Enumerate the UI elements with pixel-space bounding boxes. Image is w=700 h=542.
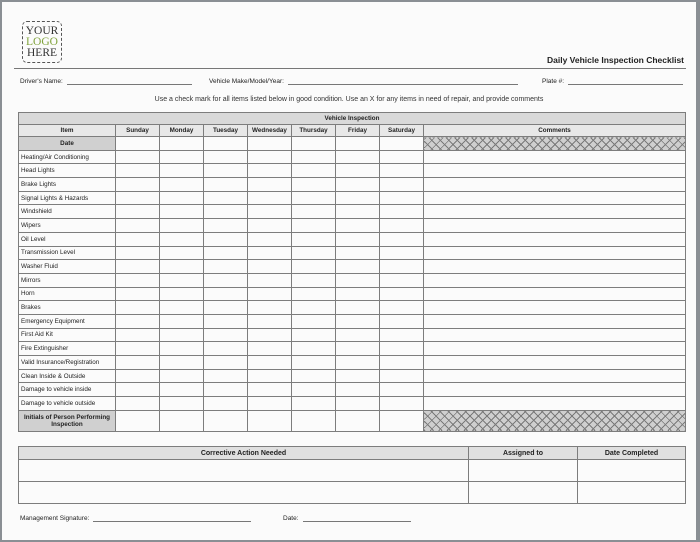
comments-cell[interactable] xyxy=(424,369,686,383)
check-cell-saturday[interactable] xyxy=(380,356,424,370)
table-row xyxy=(19,301,686,315)
check-cell-tuesday[interactable] xyxy=(204,410,248,431)
check-cell-wednesday[interactable] xyxy=(248,383,292,397)
check-cell-friday[interactable] xyxy=(336,150,380,164)
item-label: Mirrors xyxy=(19,273,116,287)
check-cell-sunday[interactable] xyxy=(116,260,160,274)
check-cell-thursday[interactable] xyxy=(292,273,336,287)
check-cell-sunday[interactable] xyxy=(116,178,160,192)
item-label: Windshield xyxy=(19,205,116,219)
comments-cell[interactable] xyxy=(424,205,686,219)
check-cell-wednesday[interactable] xyxy=(248,164,292,178)
column-header-saturday: Saturday xyxy=(380,125,424,137)
driver-name-label: Driver's Name: xyxy=(20,78,63,85)
check-cell-friday[interactable] xyxy=(336,383,380,397)
item-label: Washer Fluid xyxy=(19,260,116,274)
check-cell-thursday[interactable] xyxy=(292,397,336,411)
check-cell-tuesday[interactable] xyxy=(204,205,248,219)
check-cell-thursday[interactable] xyxy=(292,342,336,356)
check-cell-monday[interactable] xyxy=(160,383,204,397)
comments-cell[interactable] xyxy=(424,246,686,260)
comments-cell[interactable] xyxy=(424,232,686,246)
corrective-cell-assigned-to[interactable] xyxy=(469,460,578,482)
check-cell-monday[interactable] xyxy=(160,328,204,342)
item-label: Emergency Equipment xyxy=(19,314,116,328)
check-cell-sunday[interactable] xyxy=(116,356,160,370)
check-cell-friday[interactable] xyxy=(336,369,380,383)
check-cell-saturday[interactable] xyxy=(380,383,424,397)
check-cell-tuesday[interactable] xyxy=(204,328,248,342)
plate-line[interactable] xyxy=(568,76,683,85)
check-cell-friday[interactable] xyxy=(336,178,380,192)
check-cell-thursday[interactable] xyxy=(292,164,336,178)
signature-date-field[interactable] xyxy=(283,513,411,522)
check-cell-friday[interactable] xyxy=(336,342,380,356)
plate-field[interactable] xyxy=(542,76,683,85)
corrective-header-corrective-action-needed: Corrective Action Needed xyxy=(19,447,469,460)
check-cell-sunday[interactable] xyxy=(116,342,160,356)
check-cell-sunday[interactable] xyxy=(116,246,160,260)
check-cell-wednesday[interactable] xyxy=(248,137,292,151)
check-cell-monday[interactable] xyxy=(160,287,204,301)
check-cell-tuesday[interactable] xyxy=(204,219,248,233)
check-cell-wednesday[interactable] xyxy=(248,301,292,315)
check-cell-saturday[interactable] xyxy=(380,287,424,301)
check-cell-wednesday[interactable] xyxy=(248,232,292,246)
check-cell-wednesday[interactable] xyxy=(248,178,292,192)
inspection-table-title: Vehicle Inspection xyxy=(19,113,686,125)
comments-cell[interactable] xyxy=(424,260,686,274)
check-cell-wednesday[interactable] xyxy=(248,191,292,205)
check-cell-tuesday[interactable] xyxy=(204,397,248,411)
item-label: Damage to vehicle inside xyxy=(19,383,116,397)
table-row xyxy=(19,205,686,219)
comments-cell[interactable] xyxy=(424,301,686,315)
corrective-row xyxy=(19,460,686,482)
table-row xyxy=(19,232,686,246)
check-cell-friday[interactable] xyxy=(336,328,380,342)
management-signature-field[interactable] xyxy=(20,513,251,522)
table-row xyxy=(19,260,686,274)
check-cell-sunday[interactable] xyxy=(116,383,160,397)
check-cell-tuesday[interactable] xyxy=(204,356,248,370)
column-header-comments: Comments xyxy=(424,125,686,137)
vehicle-label: Vehicle Make/Model/Year: xyxy=(209,78,284,85)
check-cell-monday[interactable] xyxy=(160,150,204,164)
check-cell-thursday[interactable] xyxy=(292,383,336,397)
vehicle-field[interactable] xyxy=(209,76,518,85)
logo-line-3: HERE xyxy=(26,47,58,59)
driver-name-field[interactable] xyxy=(20,76,192,85)
item-label: Heating/Air Conditioning xyxy=(19,150,116,164)
column-header-monday: Monday xyxy=(160,125,204,137)
check-cell-tuesday[interactable] xyxy=(204,246,248,260)
check-cell-saturday[interactable] xyxy=(380,301,424,315)
table-row xyxy=(19,342,686,356)
check-cell-tuesday[interactable] xyxy=(204,314,248,328)
check-cell-saturday[interactable] xyxy=(380,342,424,356)
check-cell-saturday[interactable] xyxy=(380,328,424,342)
check-cell-thursday[interactable] xyxy=(292,150,336,164)
check-cell-tuesday[interactable] xyxy=(204,178,248,192)
table-row xyxy=(19,191,686,205)
check-cell-sunday[interactable] xyxy=(116,301,160,315)
check-cell-monday[interactable] xyxy=(160,314,204,328)
table-row xyxy=(19,246,686,260)
item-label: First Aid Kit xyxy=(19,328,116,342)
check-cell-saturday[interactable] xyxy=(380,205,424,219)
check-cell-friday[interactable] xyxy=(336,246,380,260)
check-cell-friday[interactable] xyxy=(336,397,380,411)
corrective-cell-corrective-action-needed[interactable] xyxy=(19,482,469,504)
corrective-cell-date-completed[interactable] xyxy=(578,482,686,504)
check-cell-wednesday[interactable] xyxy=(248,287,292,301)
check-cell-sunday[interactable] xyxy=(116,273,160,287)
comments-cell[interactable] xyxy=(424,314,686,328)
check-cell-saturday[interactable] xyxy=(380,410,424,431)
check-cell-tuesday[interactable] xyxy=(204,273,248,287)
check-cell-saturday[interactable] xyxy=(380,178,424,192)
check-cell-tuesday[interactable] xyxy=(204,232,248,246)
comments-cell[interactable] xyxy=(424,191,686,205)
item-label: Valid Insurance/Registration xyxy=(19,356,116,370)
check-cell-monday[interactable] xyxy=(160,397,204,411)
check-cell-thursday[interactable] xyxy=(292,232,336,246)
check-cell-sunday[interactable] xyxy=(116,314,160,328)
table-row xyxy=(19,150,686,164)
column-header-thursday: Thursday xyxy=(292,125,336,137)
check-cell-tuesday[interactable] xyxy=(204,137,248,151)
check-cell-saturday[interactable] xyxy=(380,219,424,233)
comments-cell[interactable] xyxy=(424,397,686,411)
check-cell-saturday[interactable] xyxy=(380,397,424,411)
corrective-row xyxy=(19,482,686,504)
check-cell-saturday[interactable] xyxy=(380,191,424,205)
comments-cell[interactable] xyxy=(424,150,686,164)
item-label: Brake Lights xyxy=(19,178,116,192)
comments-cell[interactable] xyxy=(424,178,686,192)
check-cell-wednesday[interactable] xyxy=(248,342,292,356)
check-cell-thursday[interactable] xyxy=(292,328,336,342)
corrective-cell-assigned-to[interactable] xyxy=(469,482,578,504)
check-cell-friday[interactable] xyxy=(336,191,380,205)
vehicle-inspection-table xyxy=(18,112,686,432)
table-row xyxy=(19,356,686,370)
check-cell-monday[interactable] xyxy=(160,219,204,233)
corrective-header-assigned-to: Assigned to xyxy=(469,447,578,460)
check-cell-tuesday[interactable] xyxy=(204,164,248,178)
vehicle-line[interactable] xyxy=(288,76,518,85)
comments-cell[interactable] xyxy=(424,383,686,397)
comments-cell[interactable] xyxy=(424,273,686,287)
check-cell-thursday[interactable] xyxy=(292,301,336,315)
check-cell-wednesday[interactable] xyxy=(248,246,292,260)
check-cell-thursday[interactable] xyxy=(292,219,336,233)
check-cell-thursday[interactable] xyxy=(292,260,336,274)
table-row xyxy=(19,383,686,397)
check-cell-wednesday[interactable] xyxy=(248,369,292,383)
check-cell-monday[interactable] xyxy=(160,191,204,205)
check-cell-friday[interactable] xyxy=(336,219,380,233)
page-title: Daily Vehicle Inspection Checklist xyxy=(547,55,684,65)
check-cell-wednesday[interactable] xyxy=(248,397,292,411)
check-cell-friday[interactable] xyxy=(336,137,380,151)
column-header-friday: Friday xyxy=(336,125,380,137)
check-cell-tuesday[interactable] xyxy=(204,150,248,164)
check-cell-friday[interactable] xyxy=(336,410,380,431)
check-cell-sunday[interactable] xyxy=(116,219,160,233)
check-cell-friday[interactable] xyxy=(336,356,380,370)
check-cell-saturday[interactable] xyxy=(380,137,424,151)
driver-name-line[interactable] xyxy=(67,76,192,85)
check-cell-monday[interactable] xyxy=(160,260,204,274)
check-cell-thursday[interactable] xyxy=(292,205,336,219)
check-cell-wednesday[interactable] xyxy=(248,328,292,342)
check-cell-sunday[interactable] xyxy=(116,328,160,342)
item-label: Fire Extinguisher xyxy=(19,342,116,356)
check-cell-sunday[interactable] xyxy=(116,137,160,151)
check-cell-friday[interactable] xyxy=(336,273,380,287)
check-cell-monday[interactable] xyxy=(160,410,204,431)
check-cell-sunday[interactable] xyxy=(116,232,160,246)
date-row xyxy=(19,137,686,151)
check-cell-friday[interactable] xyxy=(336,260,380,274)
table-row xyxy=(19,273,686,287)
check-cell-saturday[interactable] xyxy=(380,150,424,164)
comments-cell[interactable] xyxy=(424,328,686,342)
check-cell-thursday[interactable] xyxy=(292,178,336,192)
check-cell-tuesday[interactable] xyxy=(204,369,248,383)
table-row xyxy=(19,287,686,301)
corrective-action-table xyxy=(18,446,686,504)
check-cell-monday[interactable] xyxy=(160,137,204,151)
column-header-wednesday: Wednesday xyxy=(248,125,292,137)
check-cell-tuesday[interactable] xyxy=(204,301,248,315)
corrective-cell-date-completed[interactable] xyxy=(578,460,686,482)
comments-cell[interactable] xyxy=(424,287,686,301)
corrective-cell-corrective-action-needed[interactable] xyxy=(19,460,469,482)
item-label: Damage to vehicle outside xyxy=(19,397,116,411)
check-cell-sunday[interactable] xyxy=(116,410,160,431)
check-cell-saturday[interactable] xyxy=(380,273,424,287)
header-divider xyxy=(14,68,686,69)
column-header-sunday: Sunday xyxy=(116,125,160,137)
table-row xyxy=(19,328,686,342)
plate-label: Plate #: xyxy=(542,78,565,85)
check-cell-sunday[interactable] xyxy=(116,369,160,383)
check-cell-sunday[interactable] xyxy=(116,287,160,301)
comments-cell[interactable] xyxy=(424,356,686,370)
check-cell-monday[interactable] xyxy=(160,205,204,219)
table-row xyxy=(19,219,686,233)
signature-label: Management Signature: xyxy=(20,515,90,522)
item-label: Transmission Level xyxy=(19,246,116,260)
check-cell-saturday[interactable] xyxy=(380,314,424,328)
check-cell-tuesday[interactable] xyxy=(204,191,248,205)
logo-placeholder xyxy=(22,21,62,63)
check-cell-monday[interactable] xyxy=(160,232,204,246)
check-cell-tuesday[interactable] xyxy=(204,342,248,356)
check-cell-saturday[interactable] xyxy=(380,232,424,246)
table-row xyxy=(19,178,686,192)
column-header-tuesday: Tuesday xyxy=(204,125,248,137)
check-cell-monday[interactable] xyxy=(160,164,204,178)
check-cell-thursday[interactable] xyxy=(292,410,336,431)
item-label: Date xyxy=(19,137,116,151)
item-label: Head Lights xyxy=(19,164,116,178)
column-header-item: Item xyxy=(19,125,116,137)
check-cell-friday[interactable] xyxy=(336,314,380,328)
check-cell-friday[interactable] xyxy=(336,164,380,178)
table-row xyxy=(19,397,686,411)
check-cell-wednesday[interactable] xyxy=(248,314,292,328)
logo-line-1: YOUR xyxy=(25,25,59,37)
comments-cell[interactable] xyxy=(424,219,686,233)
check-cell-saturday[interactable] xyxy=(380,246,424,260)
logo-line-2: LOGO xyxy=(26,36,58,48)
check-cell-tuesday[interactable] xyxy=(204,260,248,274)
check-cell-wednesday[interactable] xyxy=(248,260,292,274)
check-cell-wednesday[interactable] xyxy=(248,356,292,370)
check-cell-saturday[interactable] xyxy=(380,369,424,383)
check-cell-thursday[interactable] xyxy=(292,287,336,301)
item-label: Horn xyxy=(19,287,116,301)
check-cell-thursday[interactable] xyxy=(292,356,336,370)
check-cell-tuesday[interactable] xyxy=(204,383,248,397)
check-cell-wednesday[interactable] xyxy=(248,205,292,219)
check-cell-sunday[interactable] xyxy=(116,397,160,411)
check-cell-wednesday[interactable] xyxy=(248,410,292,431)
check-cell-thursday[interactable] xyxy=(292,314,336,328)
table-row xyxy=(19,164,686,178)
check-cell-monday[interactable] xyxy=(160,356,204,370)
check-cell-wednesday[interactable] xyxy=(248,273,292,287)
check-cell-wednesday[interactable] xyxy=(248,150,292,164)
check-cell-monday[interactable] xyxy=(160,246,204,260)
item-label: Signal Lights & Hazards xyxy=(19,191,116,205)
item-label: Wipers xyxy=(19,219,116,233)
check-cell-monday[interactable] xyxy=(160,178,204,192)
signature-date-line[interactable] xyxy=(303,513,411,522)
table-row xyxy=(19,369,686,383)
check-cell-monday[interactable] xyxy=(160,369,204,383)
check-cell-sunday[interactable] xyxy=(116,191,160,205)
comments-cell-disabled xyxy=(424,137,686,151)
comments-cell[interactable] xyxy=(424,342,686,356)
check-cell-saturday[interactable] xyxy=(380,260,424,274)
item-label: Oil Level xyxy=(19,232,116,246)
comments-cell[interactable] xyxy=(424,164,686,178)
check-cell-friday[interactable] xyxy=(336,301,380,315)
check-cell-sunday[interactable] xyxy=(116,150,160,164)
corrective-header-date-completed: Date Completed xyxy=(578,447,686,460)
table-row xyxy=(19,314,686,328)
item-label: Initials of Person Performing Inspection xyxy=(19,410,116,431)
check-cell-thursday[interactable] xyxy=(292,369,336,383)
check-cell-thursday[interactable] xyxy=(292,191,336,205)
check-cell-thursday[interactable] xyxy=(292,246,336,260)
check-cell-sunday[interactable] xyxy=(116,164,160,178)
initials-row xyxy=(19,410,686,431)
check-cell-wednesday[interactable] xyxy=(248,219,292,233)
item-label: Brakes xyxy=(19,301,116,315)
check-cell-sunday[interactable] xyxy=(116,205,160,219)
check-cell-friday[interactable] xyxy=(336,287,380,301)
item-label: Clean Inside & Outside xyxy=(19,369,116,383)
check-cell-tuesday[interactable] xyxy=(204,287,248,301)
signature-date-label: Date: xyxy=(283,515,299,522)
check-cell-monday[interactable] xyxy=(160,301,204,315)
check-cell-friday[interactable] xyxy=(336,232,380,246)
check-cell-saturday[interactable] xyxy=(380,164,424,178)
check-cell-monday[interactable] xyxy=(160,273,204,287)
instructions-text: Use a check mark for all items listed below in good condition. Use an X for any items in need of repair, and provide comments xyxy=(154,96,544,103)
checklist-sheet xyxy=(2,2,696,540)
check-cell-monday[interactable] xyxy=(160,342,204,356)
check-cell-friday[interactable] xyxy=(336,205,380,219)
comments-cell-disabled xyxy=(424,410,686,431)
check-cell-thursday[interactable] xyxy=(292,137,336,151)
signature-line[interactable] xyxy=(93,513,251,522)
